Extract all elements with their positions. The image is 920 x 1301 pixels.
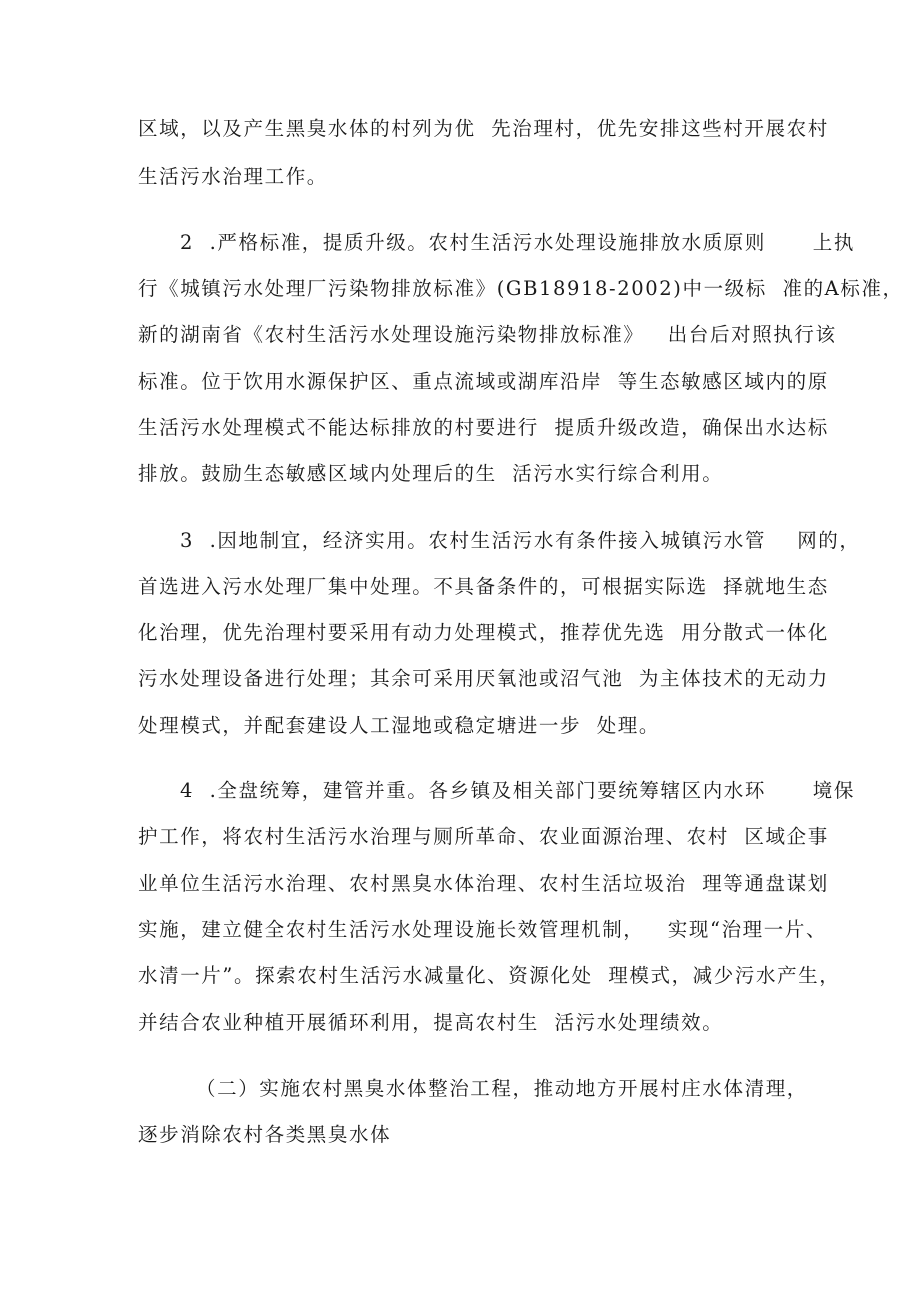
paragraph-line: 并结合农业种植开展循环利用，提高农村生 活污水处理绩效。 [138,1011,724,1034]
paragraph-line: 水清一片”。探索农村生活污水减量化、资源化处 理模式，减少污水产生， [138,964,841,987]
paragraph-line: 处理模式，并配套建设人工湿地或稳定塘进一步 处理。 [138,714,660,737]
paragraph-line: 排放。鼓励生态敏感区域内处理后的生 活污水实行综合利用。 [138,462,724,485]
paragraph-line: 区域，以及产生黑臭水体的村列为优 先治理村，优先安排这些村开展农村 [138,117,829,140]
paragraph-line: 标准。位于饮用水源保护区、重点流域或湖库沿岸 等生态敏感区域内的原 [138,370,829,393]
paragraph-line: 化治理，优先治理村要采用有动力处理模式，推荐优先选 用分散式一体化 [138,621,829,644]
paragraph-line: 新的湖南省《农村生活污水处理设施污染物排放标准》 出台后对照执行该 [138,323,837,346]
paragraph-line: 行《城镇污水处理厂污染物排放标准》(GB18918-2002)中一级标 准的A标准， [138,277,904,300]
paragraph-line: 生活污水处理模式不能达标排放的村要进行 提质升级改造，确保出水达标 [138,416,829,439]
paragraph-line: 实施，建立健全农村生活污水处理设施长效管理机制， 实现“治理一片、 [138,918,828,941]
section-heading-line: （二）实施农村黑臭水体整治工程，推动地方开展村庄水体清理， [196,1077,808,1100]
paragraph-line: 3 .因地制宜，经济实用。农村生活污水有条件接入城镇污水管 网的， [180,529,861,552]
paragraph-line: 生活污水治理工作。 [138,165,328,188]
paragraph-line: 护工作，将农村生活污水治理与厕所革命、农业面源治理、农村 区域企事 [138,825,829,848]
paragraph-line: 污水处理设备进行处理；其余可采用厌氧池或沼气池 为主体技术的无动力 [138,667,829,690]
paragraph-line: 业单位生活污水治理、农村黑臭水体治理、农村生活垃圾治 理等通盘谋划 [138,872,829,895]
paragraph-line: 2 .严格标准，提质升级。农村生活污水处理设施排放水质原则 上执 [180,231,855,254]
paragraph-line: 4 .全盘统筹，建管并重。各乡镇及相关部门要统筹辖区内水环 境保 [180,779,855,802]
paragraph-line: 首选进入污水处理厂集中处理。不具备条件的，可根据实际选 择就地生态 [138,575,829,598]
section-heading-line: 逐步消除农村各类黑臭水体 [138,1123,392,1146]
